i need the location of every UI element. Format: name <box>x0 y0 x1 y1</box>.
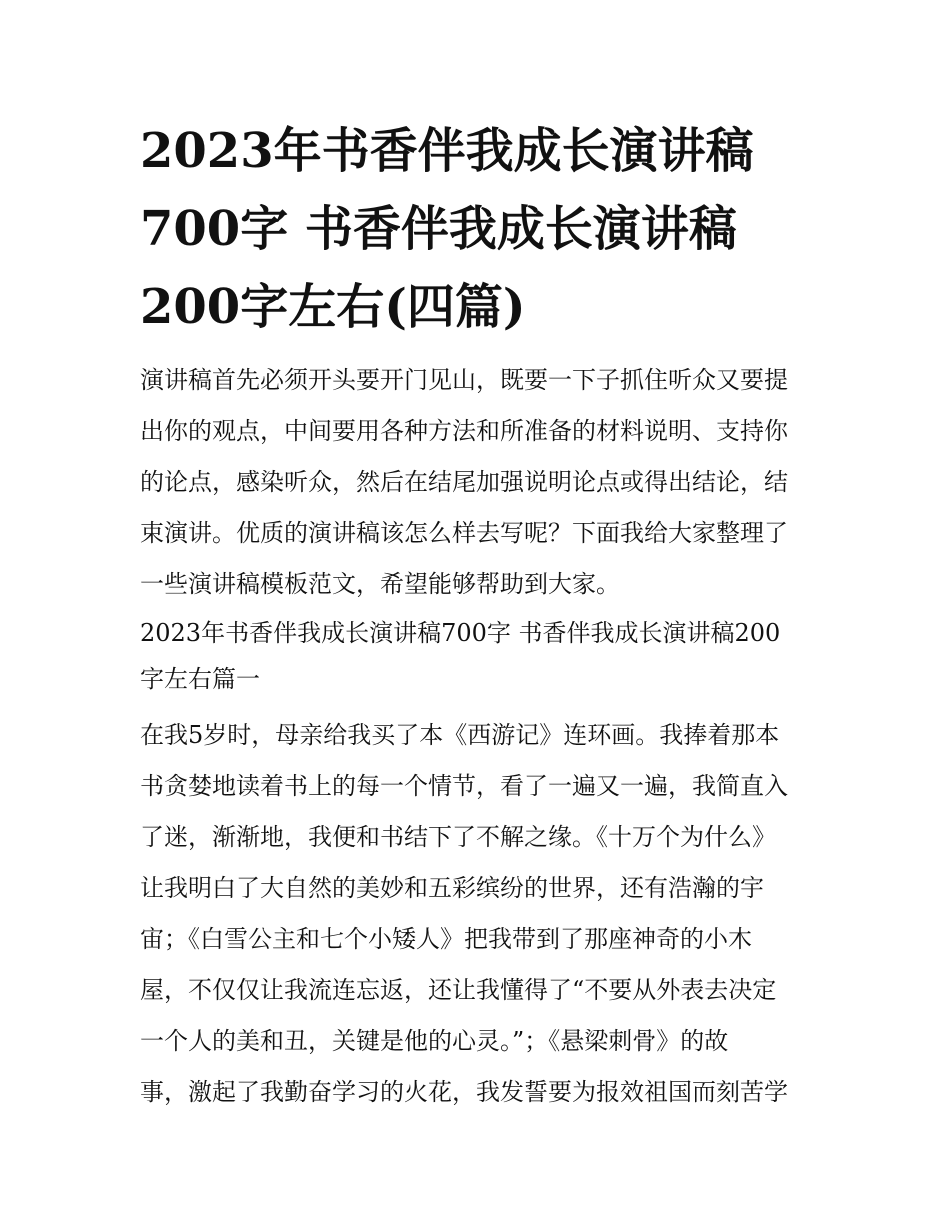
text-line: 屋，不仅仅让我流连忘返，还让我懂得了“不要从外表去决定 <box>140 976 777 1004</box>
text-line: 宙；《白雪公主和七个小矮人》把我带到了那座神奇的小木 <box>140 925 752 953</box>
text-line: 束演讲。优质的演讲稿该怎么样去写呢？下面我给大家整理了 <box>140 519 788 547</box>
text-line: 演讲稿首先必须开头要开门见山，既要一下子抓住听众又要提 <box>140 366 788 394</box>
text-line: 在我5岁时，母亲给我买了本《西游记》连环画。我捧着那本 <box>140 721 780 749</box>
document-title <box>140 112 820 346</box>
text-line: 2023年书香伴我成长演讲稿700字 书香伴我成长演讲稿200 <box>140 619 781 647</box>
text-line: 一些演讲稿模板范文，希望能够帮助到大家。 <box>140 570 620 598</box>
title-line: 200字左右(四篇) <box>140 279 526 335</box>
text-line: 事，激起了我勤奋学习的火花，我发誓要为报效祖国而刻苦学 <box>140 1078 788 1106</box>
body-paragraph <box>140 710 820 1118</box>
text-line: 书贪婪地读着书上的每一个情节，看了一遍又一遍，我简直入 <box>140 772 788 800</box>
text-line: 的论点，感染听众，然后在结尾加强说明论点或得出结论，结 <box>140 468 788 496</box>
text-line: 一个人的美和丑，关键是他的心灵。”；《悬梁刺骨》的故 <box>140 1027 729 1055</box>
text-line: 让我明白了大自然的美妙和五彩缤纷的世界，还有浩瀚的宇 <box>140 874 764 902</box>
text-line: 出你的观点，中间要用各种方法和所准备的材料说明、支持你 <box>140 417 788 445</box>
text-line: 字左右篇一 <box>140 665 260 693</box>
title-line: 2023年书香伴我成长演讲稿 <box>140 123 754 179</box>
title-line: 700字 书香伴我成长演讲稿 <box>140 201 737 257</box>
text-line: 了迷，渐渐地，我便和书结下了不解之缘。《十万个为什么》 <box>140 823 776 851</box>
intro-paragraph <box>140 355 820 610</box>
section-heading <box>140 610 820 702</box>
